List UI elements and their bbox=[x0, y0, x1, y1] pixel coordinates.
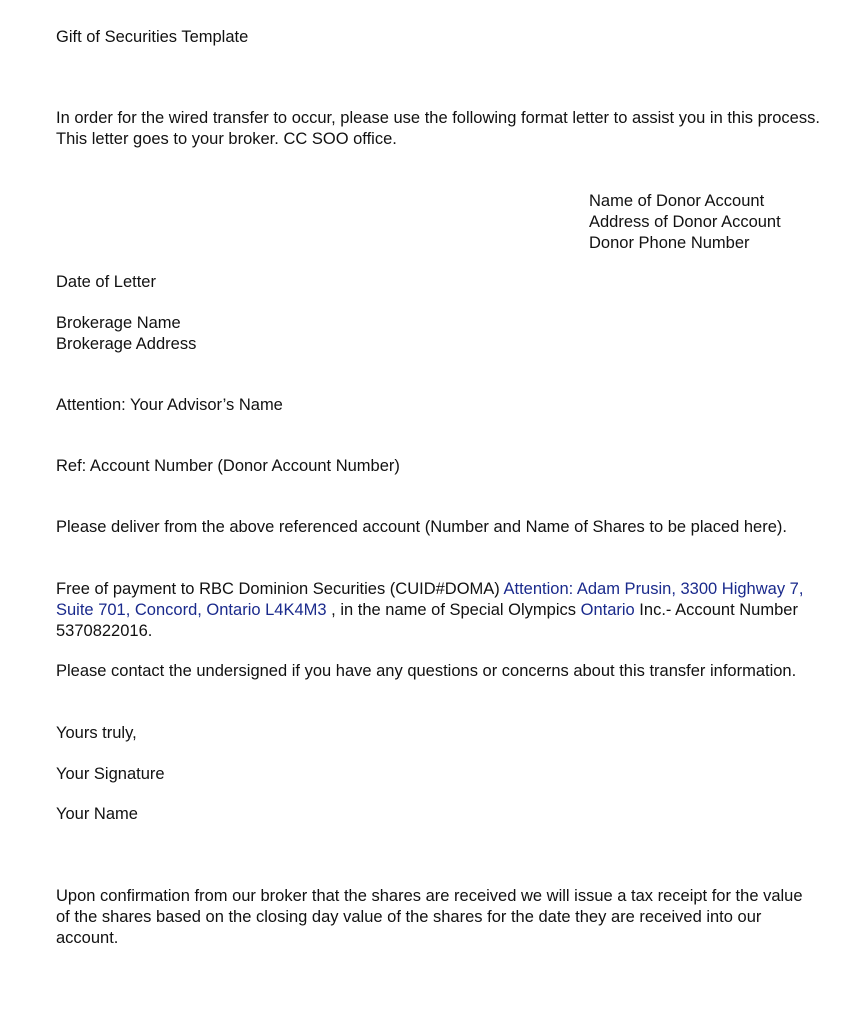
signature-line: Your Signature bbox=[56, 765, 165, 783]
donor-info-block bbox=[589, 191, 781, 254]
letter-date: Date of Letter bbox=[56, 273, 156, 291]
reference-line: Ref: Account Number (Donor Account Number) bbox=[56, 457, 400, 475]
payment-attention-address: Attention: Adam Prusin, 3300 Highway 7, Suite 701, Concord, Ontario L4K4M3 bbox=[56, 580, 804, 619]
document-title: Gift of Securities Template bbox=[56, 28, 249, 46]
donor-phone-number: Donor Phone Number bbox=[589, 234, 750, 252]
donor-account-address: Address of Donor Account bbox=[589, 213, 781, 231]
donor-account-name: Name of Donor Account bbox=[589, 192, 765, 210]
name-line: Your Name bbox=[56, 805, 138, 823]
deliver-paragraph: Please deliver from the above referenced account (Number and Name of Shares to be placed here). bbox=[56, 518, 787, 536]
brokerage-address: Brokerage Address bbox=[56, 335, 197, 353]
payment-paragraph bbox=[56, 579, 826, 642]
payment-text-3: Inc.- Account Number 5370822016. bbox=[56, 601, 798, 640]
intro-paragraph: In order for the wired transfer to occur, please use the following format letter to assist you in this process. This letter goes to your broker. CC SOO office. bbox=[56, 109, 820, 148]
brokerage-name: Brokerage Name bbox=[56, 314, 181, 332]
payment-text-1: Free of payment to RBC Dominion Securities (CUID#DOMA) bbox=[56, 580, 504, 598]
brokerage-block bbox=[56, 313, 826, 355]
confirmation-paragraph: Upon confirmation from our broker that the shares are received we will issue a tax receipt for the value of the shares based on the closing day value of the shares for the date they are received into our account. bbox=[56, 887, 803, 947]
payment-ontario: Ontario bbox=[580, 601, 635, 619]
payment-text-2: , in the name of Special Olympics bbox=[326, 601, 581, 619]
attention-line: Attention: Your Advisor’s Name bbox=[56, 396, 283, 414]
closing-line: Yours truly, bbox=[56, 724, 137, 742]
contact-paragraph: Please contact the undersigned if you have any questions or concerns about this transfer information. bbox=[56, 662, 797, 680]
